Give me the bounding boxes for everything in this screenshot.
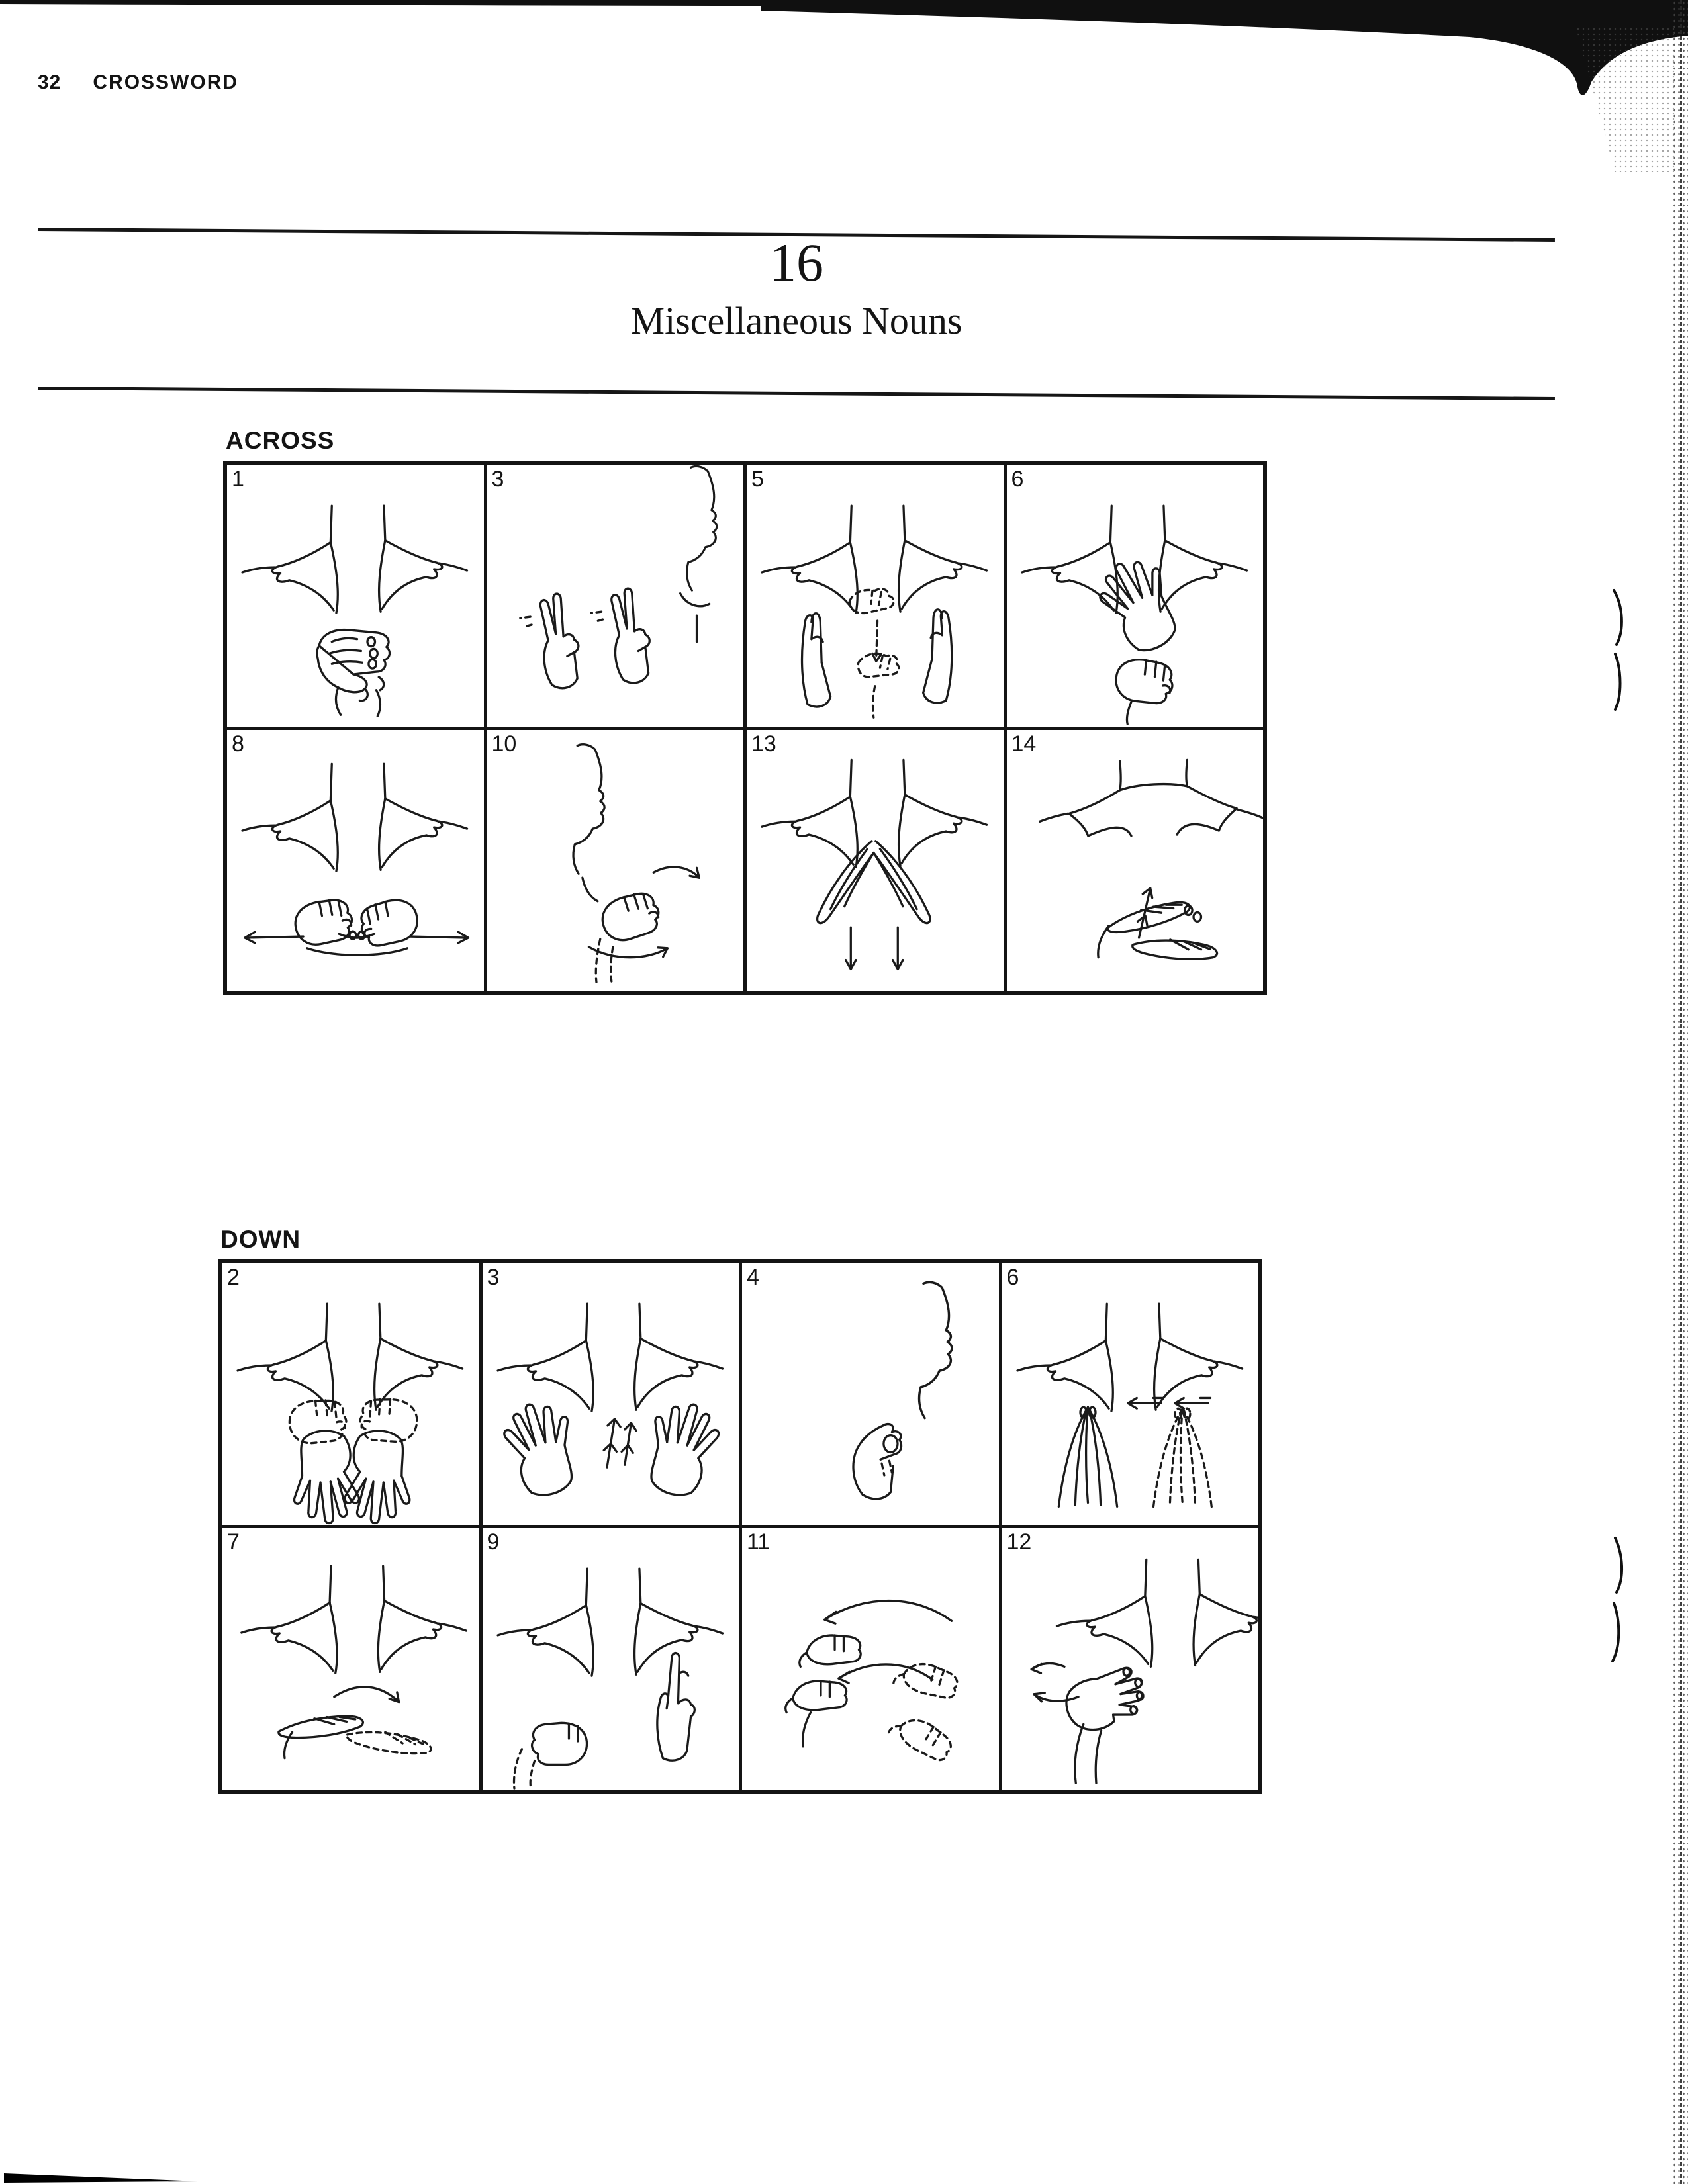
section-label-down: DOWN — [220, 1226, 301, 1253]
cell-number: 8 — [232, 731, 244, 756]
chapter-title: Miscellaneous Nouns — [630, 299, 962, 342]
down-sign-grid — [218, 1259, 1262, 1794]
praying-hands-moving-left-illustration — [1002, 1263, 1259, 1525]
scan-artifact-margin-marks — [1589, 569, 1655, 728]
cell-number: 9 — [487, 1529, 500, 1555]
divider-rule-bottom — [38, 387, 1555, 400]
open-hand-over-fist-illustration — [1007, 465, 1264, 727]
cell-number: 3 — [487, 1265, 500, 1290]
across-sign-grid — [223, 461, 1267, 995]
flat-hand-flip-illustration — [222, 1528, 479, 1790]
spread-hands-down-dashed-fists-illustration — [222, 1263, 479, 1525]
chapter-heading — [38, 232, 1555, 342]
cell-number: 13 — [751, 731, 776, 756]
sign-cell-across-6 — [1007, 465, 1264, 727]
hand-brush-over-back-of-hand-illustration — [1007, 730, 1264, 991]
cell-number: 10 — [491, 731, 517, 756]
cell-number: 6 — [1011, 467, 1024, 492]
chapter-number: 16 — [769, 232, 823, 293]
spread-hands-up-arrows-illustration — [483, 1263, 739, 1525]
sign-cell-down-2 — [222, 1263, 479, 1525]
book-title: CROSSWORD — [93, 71, 239, 93]
cell-number: 3 — [491, 467, 504, 492]
two-upright-hands-dashed-motion-illustration — [747, 465, 1004, 727]
interlocked-fists-at-chest-illustration — [227, 465, 484, 727]
cell-number: 5 — [751, 467, 764, 492]
cell-number: 2 — [227, 1265, 240, 1290]
tapered-hands-down-arrows-illustration — [747, 730, 1004, 991]
cell-number: 1 — [232, 467, 244, 492]
cell-number: 7 — [227, 1529, 240, 1555]
scan-artifact-top-edge — [0, 0, 1688, 172]
cell-number: 4 — [747, 1265, 759, 1290]
scan-artifact-bottom-wedge — [0, 2164, 265, 2184]
sign-cell-down-6 — [1002, 1263, 1259, 1525]
index-up-and-fist-illustration — [483, 1528, 739, 1790]
sign-cell-down-7 — [222, 1528, 479, 1790]
sign-cell-down-4 — [742, 1263, 999, 1525]
cell-number: 12 — [1006, 1529, 1032, 1555]
section-label-across: ACROSS — [226, 427, 335, 454]
hand-taps-chest-illustration — [1002, 1528, 1259, 1790]
two-v-hands-before-face-illustration — [487, 465, 744, 727]
flat-o-hand-at-chin-illustration — [742, 1263, 999, 1525]
cell-number: 14 — [1011, 731, 1037, 756]
sign-cell-across-13 — [747, 730, 1004, 991]
sign-cell-across-14 — [1007, 730, 1264, 991]
fists-pulling-apart-arrows-illustration — [227, 730, 484, 991]
cell-number: 6 — [1006, 1265, 1019, 1290]
hands-arc-right-to-left-illustration — [742, 1528, 999, 1790]
sign-cell-across-5 — [747, 465, 1004, 727]
sign-cell-down-3 — [483, 1263, 739, 1525]
sign-cell-across-8 — [227, 730, 484, 991]
fist-twist-at-mouth-illustration — [487, 730, 744, 991]
cell-number: 11 — [747, 1529, 771, 1555]
sign-cell-down-12 — [1002, 1528, 1259, 1790]
sign-cell-down-11 — [742, 1528, 999, 1790]
scan-artifact-margin-marks-2 — [1589, 1522, 1655, 1681]
sign-cell-across-10 — [487, 730, 744, 991]
sign-cell-across-1 — [227, 465, 484, 727]
sign-cell-down-9 — [483, 1528, 739, 1790]
sign-cell-across-3 — [487, 465, 744, 727]
running-head — [38, 71, 238, 94]
page-number: 32 — [38, 71, 62, 93]
scan-artifact-right-dashline — [1680, 0, 1682, 2184]
